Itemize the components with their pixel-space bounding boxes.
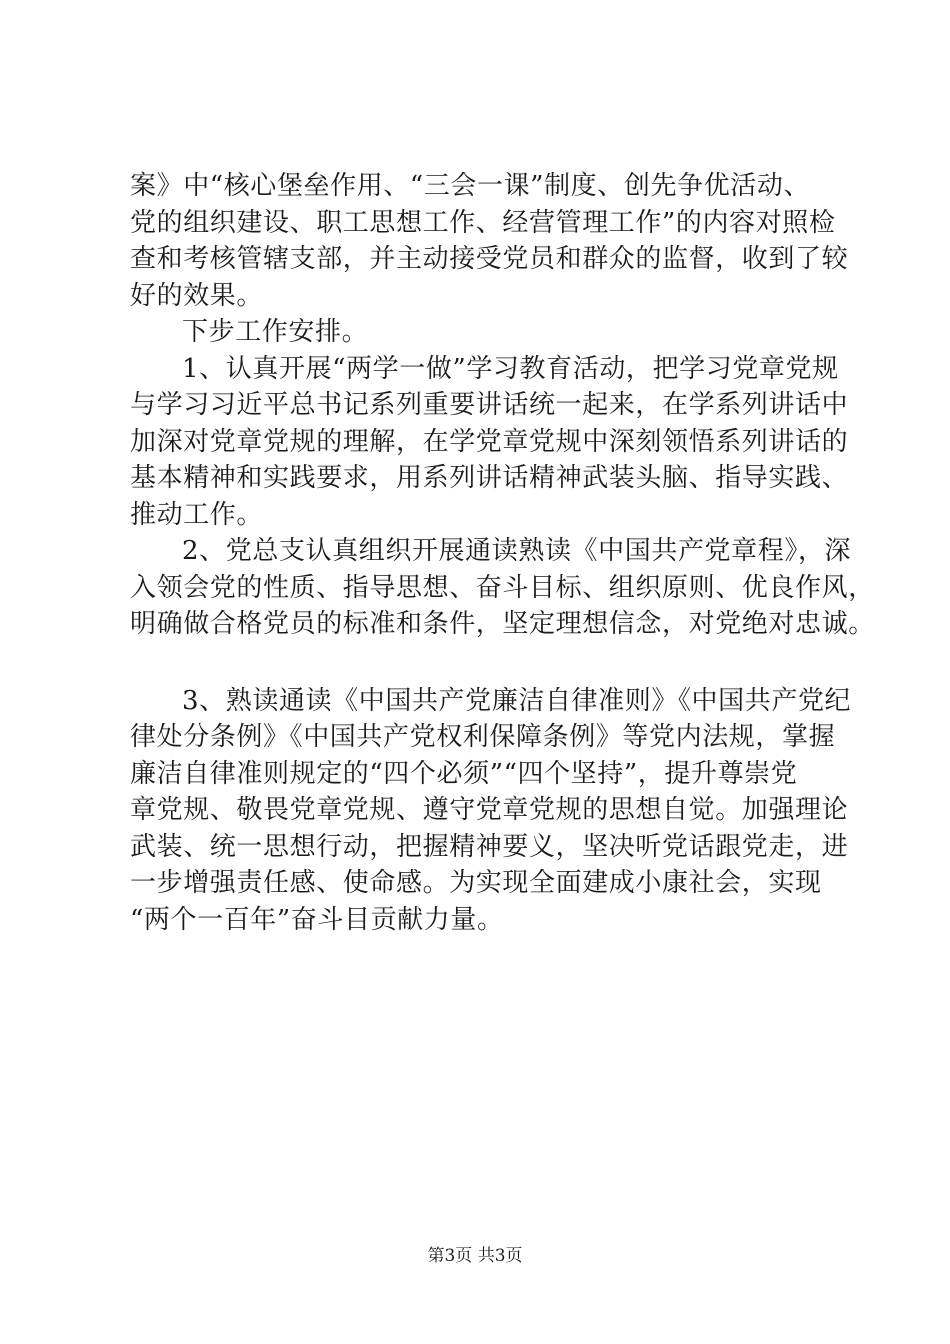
text-line: 廉洁自律准则规定的“四个必须”“四个坚持”，提升尊崇党 <box>130 758 798 789</box>
text-line: 与学习习近平总书记系列重要讲话统一起来，在学系列讲话中 <box>130 390 849 420</box>
text-line: 好的效果。 <box>130 280 264 311</box>
list-item-1 <box>130 351 850 534</box>
page-footer <box>0 1244 950 1268</box>
text-line: 章党规、敬畏党章党规、遵守党章党规的思想自觉。加强理论 <box>130 795 849 825</box>
text-line: 入领会党的性质、指导思想、奋斗目标、组织原则、优良作风， <box>130 572 875 603</box>
text-line: 2、党总支认真组织开展通读熟读《中国共产党章程》，深 <box>182 536 852 566</box>
text-line: 案》中“核心堡垒作用、“三会一课”制度、创先争优活动、 <box>130 171 811 201</box>
text-line: 明确做合格党员的标准和条件，坚定理想信念，对党绝对忠诚。 <box>130 609 875 639</box>
text-line: 一步增强责任感、使命感。为实现全面建成小康社会，实现 <box>130 868 822 898</box>
text-line: 律处分条例》《中国共产党权利保障条例》等党内法规，掌握 <box>130 722 836 752</box>
list-item-2 <box>130 533 875 643</box>
section-heading-next-steps: 下步工作安排。 <box>182 317 369 347</box>
list-item-3 <box>130 683 850 939</box>
text-line: 加深对党章党规的理解，在学党章党规中深刻领悟系列讲话的 <box>130 426 849 457</box>
text-line: 推动工作。 <box>130 499 264 530</box>
document-body <box>130 168 875 938</box>
paragraph-continuation <box>130 168 850 314</box>
text-line: 党的组织建设、职工思想工作、经营管理工作”的内容对照检 <box>130 207 836 238</box>
text-line: 基本精神和实践要求，用系列讲话精神武装头脑、指导实践、 <box>130 463 849 493</box>
page-number: 第3页 共3页 <box>427 1246 523 1266</box>
paragraph-spacer <box>130 643 850 683</box>
text-line: 武装、统一思想行动，把握精神要义，坚决听党话跟党走，进 <box>130 831 849 862</box>
text-line: “两个一百年”奋斗目贡献力量。 <box>130 904 504 935</box>
text-line: 1、认真开展“两学一做”学习教育活动，把学习党章党规 <box>182 353 839 384</box>
text-line: 3、熟读通读《中国共产党廉洁自律准则》《中国共产党纪 <box>182 685 852 716</box>
text-line: 查和考核管辖支部，并主动接受党员和群众的监督，收到了较 <box>130 244 849 274</box>
